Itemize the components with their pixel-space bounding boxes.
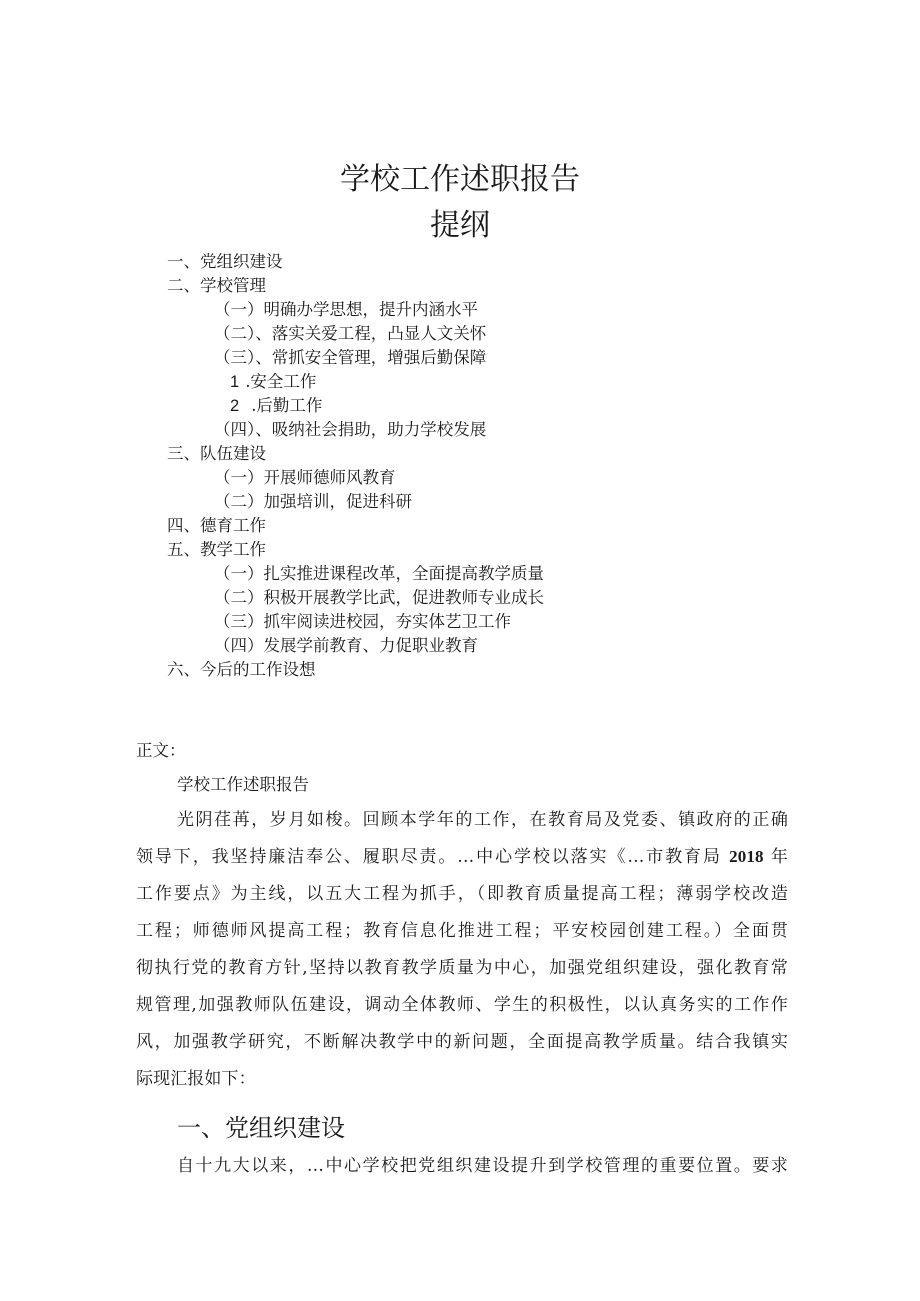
outline-item: 四、德育工作: [167, 516, 266, 535]
paragraph-line: 工作要点》为主线，以五大工程为抓手，（即教育质量提高工程；薄弱学校改造: [136, 884, 788, 904]
paragraph-text: 年: [770, 847, 788, 867]
outline-item: 一、党组织建设: [167, 252, 283, 271]
outline-title: 提纲: [430, 208, 490, 243]
paragraph-line: 工程；师德师风提高工程；教育信息化推进工程；平安校园创建工程。）全面贯: [136, 921, 788, 941]
outline-subsubitem: [230, 394, 322, 418]
outline-subitem: （三）抓牢阅读进校园，夯实体艺卫工作: [214, 612, 511, 631]
paragraph-line: 风，加强教学研究，不断解决教学中的新问题，全面提高教学质量。结合我镇实: [136, 1032, 788, 1052]
year-number: 2018: [729, 847, 764, 866]
outline-item: 六、今后的工作设想: [167, 660, 316, 679]
outline-subsubitem-text: .后勤工作: [251, 396, 323, 415]
body-label: 正文：: [136, 741, 186, 760]
paragraph-line: 彻执行党的教育方针,坚持以教育教学质量为中心，加强党组织建设，强化教育常: [136, 958, 788, 978]
section-heading: 一、党组织建设: [177, 1114, 345, 1142]
outline-subitem: （二）积极开展教学比武，促进教师专业成长: [214, 588, 544, 607]
paragraph-line: 际现汇报如下：: [136, 1069, 256, 1089]
outline-subitem: （四）、吸纳社会捐助，助力学校发展: [214, 420, 487, 439]
body-subtitle: 学校工作述职报告: [177, 775, 309, 794]
outline-subsubitem: [230, 370, 316, 394]
paragraph-line: 规管理,加强教师队伍建设，调动全体教师、学生的积极性，以认真务实的工作作: [136, 995, 788, 1015]
outline-subitem: （四）发展学前教育、力促职业教育: [214, 636, 478, 655]
outline-subitem: （一）明确办学思想，提升内涵水平: [214, 300, 478, 319]
document-title: 学校工作述职报告: [340, 162, 580, 197]
outline-number: 2: [230, 397, 240, 415]
outline-subitem: （一）扎实推进课程改革，全面提高教学质量: [214, 564, 544, 583]
outline-subitem: （二）加强培训，促进科研: [214, 492, 412, 511]
outline-subsubitem-text: .安全工作: [245, 372, 317, 391]
paragraph-line: [136, 842, 788, 867]
paragraph-line: 光阴荏苒，岁月如梭。回顾本学年的工作，在教育局及党委、镇政府的正确: [177, 810, 788, 830]
outline-number: 1: [230, 373, 240, 391]
paragraph-line: 自十九大以来，…中心学校把党组织建设提升到学校管理的重要位置。要求: [177, 1156, 788, 1176]
outline-subitem: （三）、常抓安全管理，增强后勤保障: [214, 348, 487, 367]
outline-item: 五、教学工作: [167, 540, 266, 559]
outline-subitem: （一）开展师德师风教育: [214, 468, 396, 487]
paragraph-text: 领导下，我坚持廉洁奉公、履职尽责。…中心学校以落实《…市教育局: [136, 847, 722, 867]
outline-item: 三、队伍建设: [167, 444, 266, 463]
outline-subitem: （二）、落实关爱工程，凸显人文关怀: [214, 324, 487, 343]
outline-item: 二、学校管理: [167, 276, 266, 295]
